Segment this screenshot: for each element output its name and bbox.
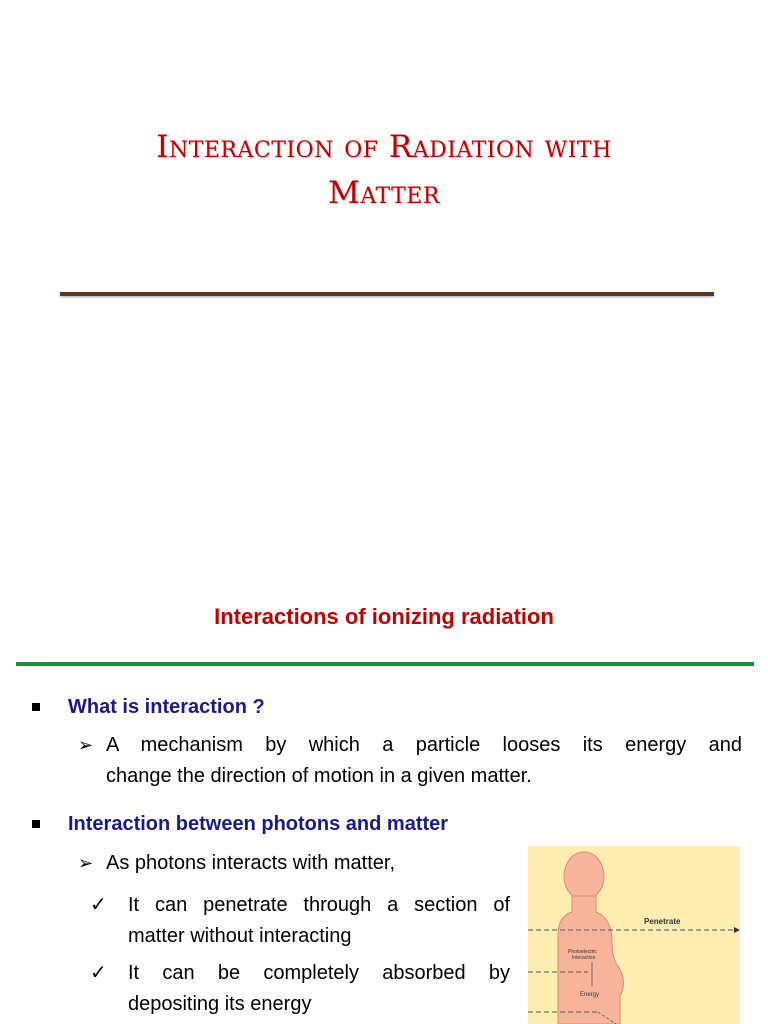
checkmark-icon: ✓ <box>90 894 107 916</box>
penetrate-label: Penetrate <box>644 917 681 926</box>
interaction-label: Interaction <box>572 955 596 961</box>
head-shape <box>564 852 604 900</box>
check2-line1: It can be completely absorbed by <box>128 962 510 984</box>
arrow-bullet-icon: ➢ <box>78 735 94 755</box>
arrow-bullet-icon: ➢ <box>78 853 94 873</box>
photons-intro: As photons interacts with matter, <box>106 852 396 874</box>
square-bullet-icon <box>32 820 40 828</box>
definition-line1: A mechanism by which a particle looses its energy and <box>106 734 742 756</box>
arrow-head-icon <box>734 927 740 933</box>
slide1-title-line1: Interaction of Radiation with <box>156 129 612 165</box>
energy-label: Energy <box>580 992 600 998</box>
check1-line2: matter without interacting <box>128 925 352 947</box>
section-divider <box>16 662 754 666</box>
photon-interaction-figure <box>528 846 740 1024</box>
check2-line2: depositing its energy <box>128 993 312 1015</box>
check1-line1: It can penetrate through a section of <box>128 894 510 916</box>
slide1-title-line2: Matter <box>328 175 440 211</box>
bullet-heading-photons: Interaction between photons and matter <box>68 813 449 835</box>
square-bullet-icon <box>32 703 40 711</box>
slide2-title: Interactions of ionizing radiation <box>214 604 554 629</box>
slide1-title <box>40 124 728 216</box>
photoelectric-label: Photoelectric <box>568 949 597 955</box>
definition-line2: change the direction of motion in a given matter. <box>106 765 532 787</box>
checkmark-icon: ✓ <box>90 962 107 984</box>
human-silhouette-diagram <box>528 846 740 1024</box>
bullet-heading-interaction: What is interaction ? <box>68 696 265 718</box>
title-divider <box>60 292 714 296</box>
